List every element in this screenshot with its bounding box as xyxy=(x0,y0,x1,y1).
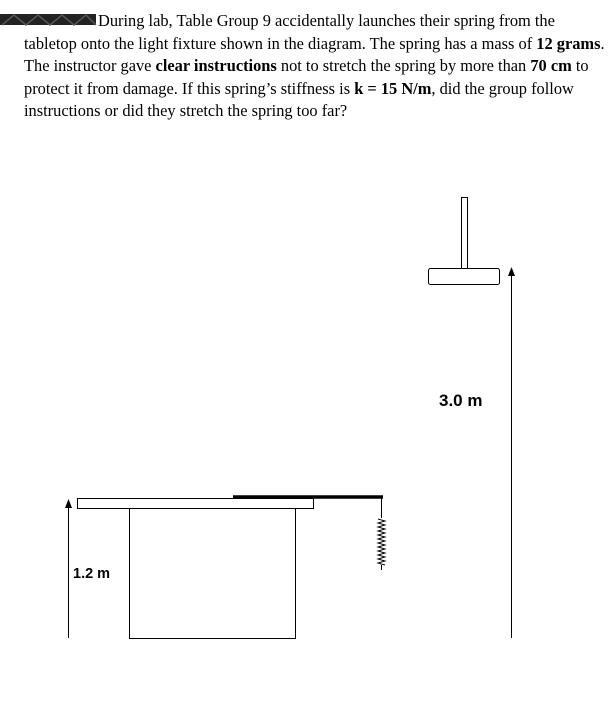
table xyxy=(78,499,314,639)
clear-instructions: clear instructions xyxy=(155,56,277,75)
problem-mid-3: to protect it from damage. If this spring’s stiffness is xyxy=(24,56,589,98)
spring-icon xyxy=(378,497,385,570)
fixture-rod xyxy=(462,198,468,269)
fixture-height-arrow xyxy=(508,267,515,638)
light-fixture xyxy=(429,198,500,285)
problem-mid-2: not to stretch the spring by more than xyxy=(276,56,531,75)
table-height-arrow xyxy=(65,499,72,638)
tabletop xyxy=(78,499,314,509)
spring-mass: 12 grams xyxy=(536,33,601,53)
spring-stiffness: k = 15 N/m xyxy=(354,78,432,98)
problem-intro: During lab, Table Group 9 accidentally launches their spring from the tabletop onto the light fixture shown in the diagram. The spring has a mass of xyxy=(24,11,555,53)
fixture-shade xyxy=(429,269,500,285)
problem-mid-1: . The instructor gave xyxy=(24,33,605,75)
stretch-limit: 70 cm xyxy=(530,56,572,75)
table-height-label: 1.2 m xyxy=(73,566,111,582)
table-body xyxy=(130,509,296,639)
problem-end: , did the group follow instructions or did they stretch the spring too far? xyxy=(24,78,574,120)
fixture-height-label: 3.0 m xyxy=(439,391,483,410)
